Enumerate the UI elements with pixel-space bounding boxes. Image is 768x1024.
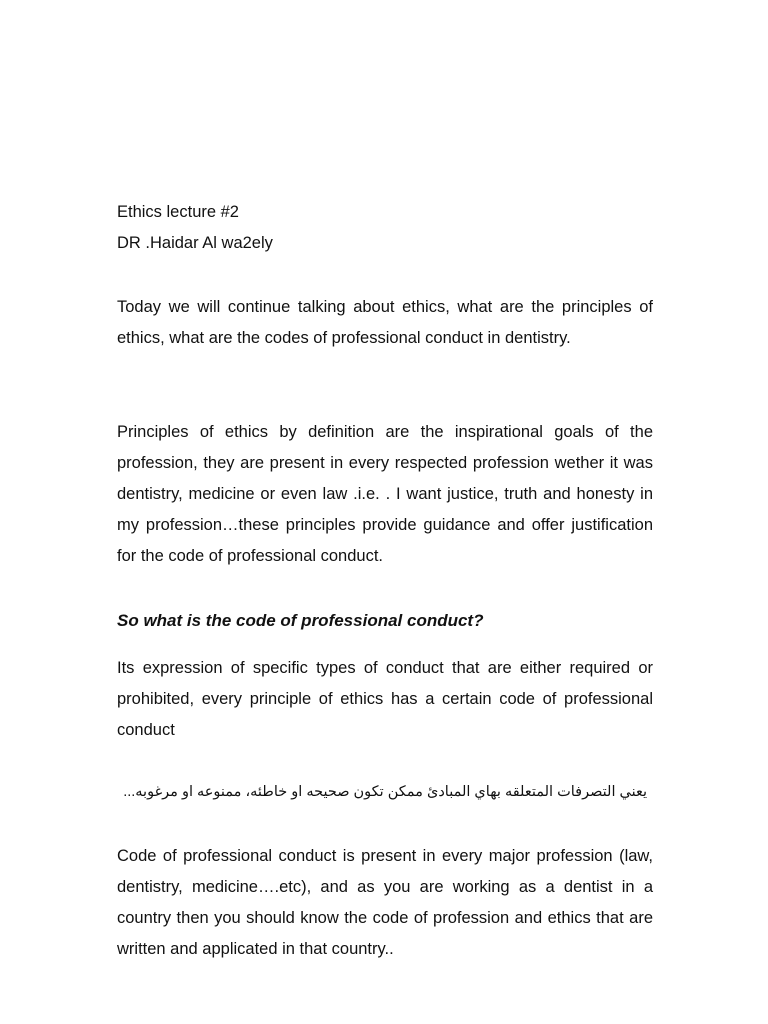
lecture-title: Ethics lecture #2 <box>117 203 239 221</box>
intro-paragraph: Today we will continue talking about ethics, what are the principles of ethics, what are the codes of professional conduct in dentistry. <box>117 298 653 347</box>
question-heading: So what is the code of professional conduct? <box>117 611 484 630</box>
document-body <box>117 197 653 965</box>
answer-paragraph: Its expression of specific types of conduct that are either required or prohibited, every principle of ethics has a certain code of professional conduct <box>117 659 653 739</box>
principles-paragraph: Principles of ethics by definition are the inspirational goals of the profession, they are present in every respected profession wether it was dentistry, medicine or even law .i.e. . I want justice, truth and honesty in my profession…these principles provide guidance and offer justification for the code of professional conduct. <box>117 423 653 565</box>
code-paragraph: Code of professional conduct is present in every major profession (law, dentistry, medicine….etc), and as you are working as a dentist in a country then you should know the code of profession and ethics that are written and applicated in that country.. <box>117 847 653 958</box>
author-name: DR .Haidar Al wa2ely <box>117 234 273 252</box>
arabic-note: يعني التصرفات المتعلقه بهاي المبادئ ممكن تكون صحيحه او خاطئه، ممنوعه او مرغوبه... <box>123 784 647 800</box>
